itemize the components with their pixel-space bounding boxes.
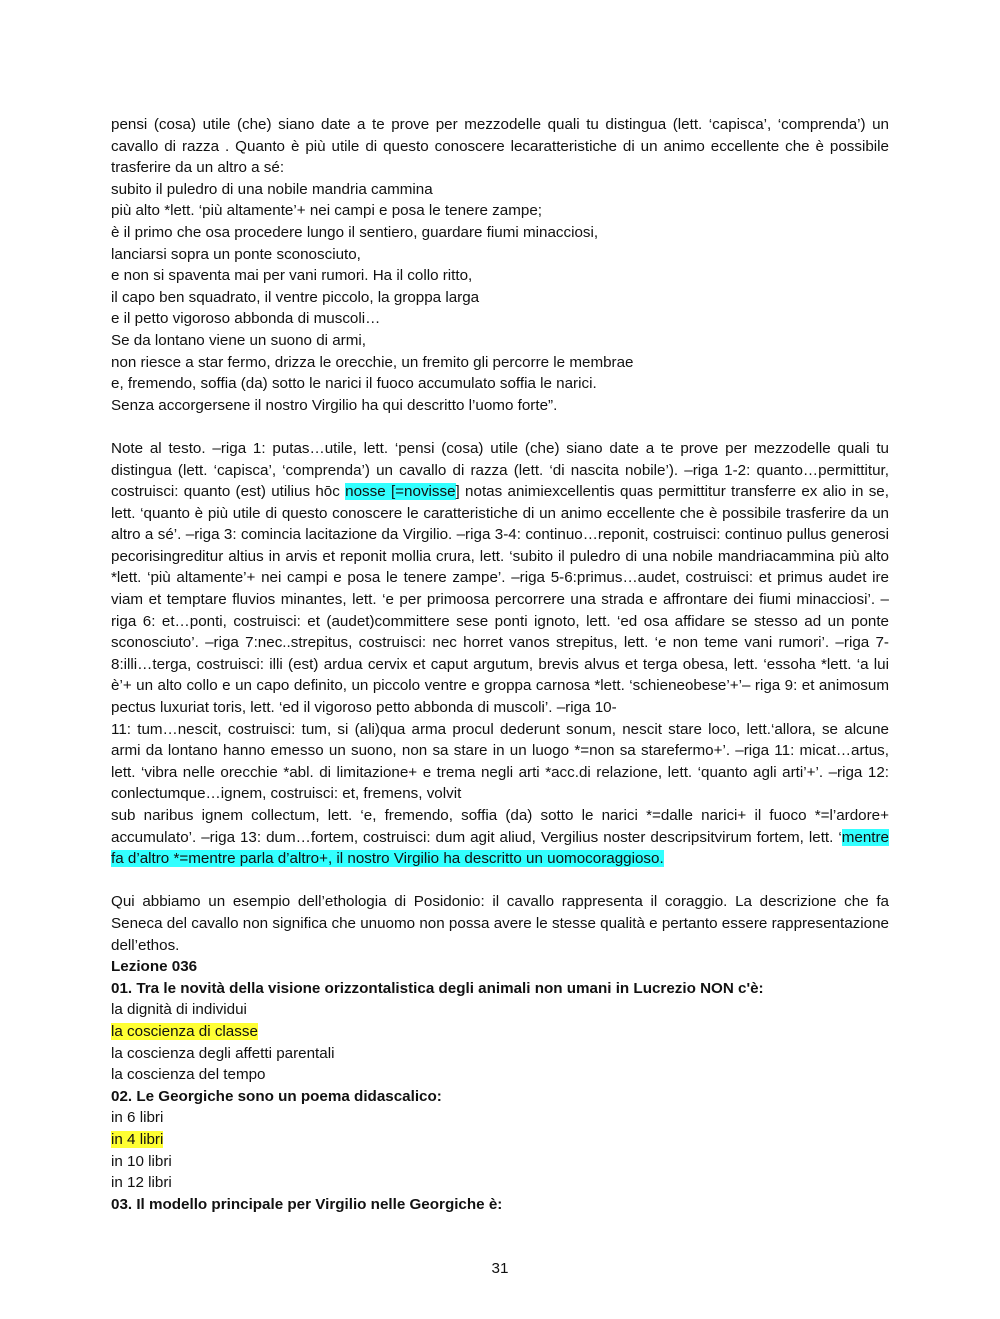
answer-option bbox=[111, 1064, 889, 1086]
verse-line: e non si spaventa mai per vani rumori. Ha il collo ritto, bbox=[111, 267, 473, 285]
verse-line: più alto *lett. ‘più altamente’+ nei campi e posa le tenere zampe; bbox=[111, 202, 542, 220]
answer-option bbox=[111, 999, 889, 1021]
notes-paragraph bbox=[111, 805, 889, 870]
verse-line: lanciarsi sopra un ponte sconosciuto, bbox=[111, 245, 361, 263]
verse-line: non riesce a star fermo, drizza le orecchie, un fremito gli percorre le membrae bbox=[111, 353, 634, 371]
answer-option-correct bbox=[111, 1021, 889, 1043]
highlight-cyan: mentre fa d’altro *=mentre parla d’altro+, il nostro Virgilio ha descritto un uomocoraggioso. bbox=[111, 828, 889, 868]
answer-option bbox=[111, 1151, 889, 1173]
question: 01. Tra le novità della visione orizzontalistica degli animali non umani in Lucrezio NON c'è: bbox=[111, 979, 764, 997]
verse-line: e il petto vigoroso abbonda di muscoli… bbox=[111, 310, 381, 328]
verse-block bbox=[111, 179, 889, 417]
answer-text: la dignità di individui bbox=[111, 1001, 247, 1019]
answer-text: in 10 libri bbox=[111, 1152, 172, 1170]
notes-paragraph bbox=[111, 438, 889, 719]
verse-line: il capo ben squadrato, il ventre piccolo, la groppa larga bbox=[111, 288, 480, 306]
answer-option-correct bbox=[111, 1129, 889, 1151]
question: 03. Il modello principale per Virgilio nelle Georgiche è: bbox=[111, 1195, 503, 1213]
verse-line: Se da lontano viene un suono di armi, bbox=[111, 331, 366, 349]
answer-option bbox=[111, 1043, 889, 1065]
page-number: 31 bbox=[491, 1260, 509, 1277]
notes-text: ] notas animiexcellentis quas permittitur transferre ex alio in se, lett. ‘quanto è più utile di questo conoscere le caratteristiche di un animo eccellente che è possibile trasferire da un altro a sé’. –riga 3: comincia lacitazione da Virgilio. –riga 3-4: continuo…reponit, costruisci: continuo pullus generosi pecorisingreditur altius in arvis et reponit mollia crura, lett. ‘subito il puledro di una nobile mandriacammina più alto *lett. ‘più altamente’+ nei campi e posa le tenere zampe’. –riga 5-6:primus…audet, costruisci: et primus audet ire viam et temptare fluvios minantes, lett. ‘e per primoosa percorrere una strada e affrontare dei fiumi minacciosi’. –riga 6: et…ponti, costruisci: et (audet)committere sese ponti ignoto, lett. ‘ed osa affidare se stesso ad un ponte sconosciuto’. –riga 7:nec..strepitus, costruisci: nec horret vanos strepitus, lett. ‘e non teme vani rumori’. –riga 7-8:illi…terga, costruisci: illi (est) ardua cervix et caput argutum, brevis alvus et terga obesa, lett. ‘essoha *lett. ‘a lui è’+ un alto collo e un capo definito, un piccolo ventre e groppa carnosa *lett. ‘schieneobese’+’– riga 9: et animosum pectus luxuriat toris, lett. ‘ed il vigoroso petto abbonda di muscoli’. –riga 10- bbox=[111, 483, 889, 717]
notes-text: sub naribus ignem collectum, lett. ‘e, fremendo, soffia (da) sotto le narici *=dalle narici+ il fuoco *=l’ardore+ accumulato’. –riga 13: dum…fortem, costruisci: dum agit aliud, Vergilius noster descripsitvirum fortem, lett. ‘ bbox=[111, 807, 889, 846]
lesson-title: Lezione 036 bbox=[111, 958, 198, 976]
answer-highlight: in 4 libri bbox=[111, 1130, 164, 1148]
highlight-cyan: nosse [=novisse bbox=[345, 483, 456, 501]
answer-text: in 12 libri bbox=[111, 1174, 172, 1192]
verse-line: subito il puledro di una nobile mandria cammina bbox=[111, 180, 433, 198]
notes-text: Note al testo. –riga 1: putas…utile, lett. ‘pensi (cosa) utile (che) siano date a te prove per mezzodelle quali tu distingua (lett. ‘capisca’, ‘comprenda’) un cavallo di razza (lett. ‘di nascita nobile’). –riga 1-2: quanto…permittitur, costruisci: quanto (est) utilius hōc bbox=[111, 439, 889, 501]
answer-option bbox=[111, 1107, 889, 1129]
verse-line: è il primo che osa procedere lungo il sentiero, guardare fiumi minacciosi, bbox=[111, 223, 599, 241]
question: 02. Le Georgiche sono un poema didascalico: bbox=[111, 1087, 442, 1105]
commentary-paragraph: Qui abbiamo un esempio dell’ethologia di Posidonio: il cavallo rappresenta il coraggio. La descrizione che fa Seneca del cavallo non significa che unuomo non possa avere le stesse qualità e pertanto essere rappresentazione dell’ethos. bbox=[111, 893, 889, 954]
verse-line: e, fremendo, soffia (da) sotto le narici il fuoco accumulato soffia le narici. bbox=[111, 375, 597, 393]
translation-intro: pensi (cosa) utile (che) siano date a te prove per mezzodelle quali tu distingua (lett. ‘capisca’, ‘comprenda’) un cavallo di razza . Quanto è più utile di questo conoscere lecaratteristiche di un animo eccellente che è possibile trasferire da un altro a sé: bbox=[111, 116, 889, 177]
notes-paragraph: 11: tum…nescit, costruisci: tum, si (ali)qua arma procul dederunt sonum, nescit stare loco, lett.‘allora, se alcune armi da lontano hanno emesso un suono, non sa stare in un luogo *=non sa starefermo+’. –riga 11: micat…artus, lett. ‘vibra nelle orecchie *abl. di limitazione+ e trema negli arti *acc.di relazione, lett. ‘quanto agli arti’+’. –riga 12: conlectumque…ignem, costruisci: et, fremens, volvit bbox=[111, 720, 889, 803]
answer-highlight: la coscienza di classe bbox=[111, 1022, 258, 1040]
answer-text: in 6 libri bbox=[111, 1109, 164, 1127]
answer-text: la coscienza degli affetti parentali bbox=[111, 1044, 335, 1062]
document-page bbox=[111, 114, 889, 1215]
answer-text: la coscienza del tempo bbox=[111, 1066, 266, 1084]
answer-option bbox=[111, 1172, 889, 1194]
verse-line: Senza accorgersene il nostro Virgilio ha qui descritto l’uomo forte”. bbox=[111, 396, 558, 414]
